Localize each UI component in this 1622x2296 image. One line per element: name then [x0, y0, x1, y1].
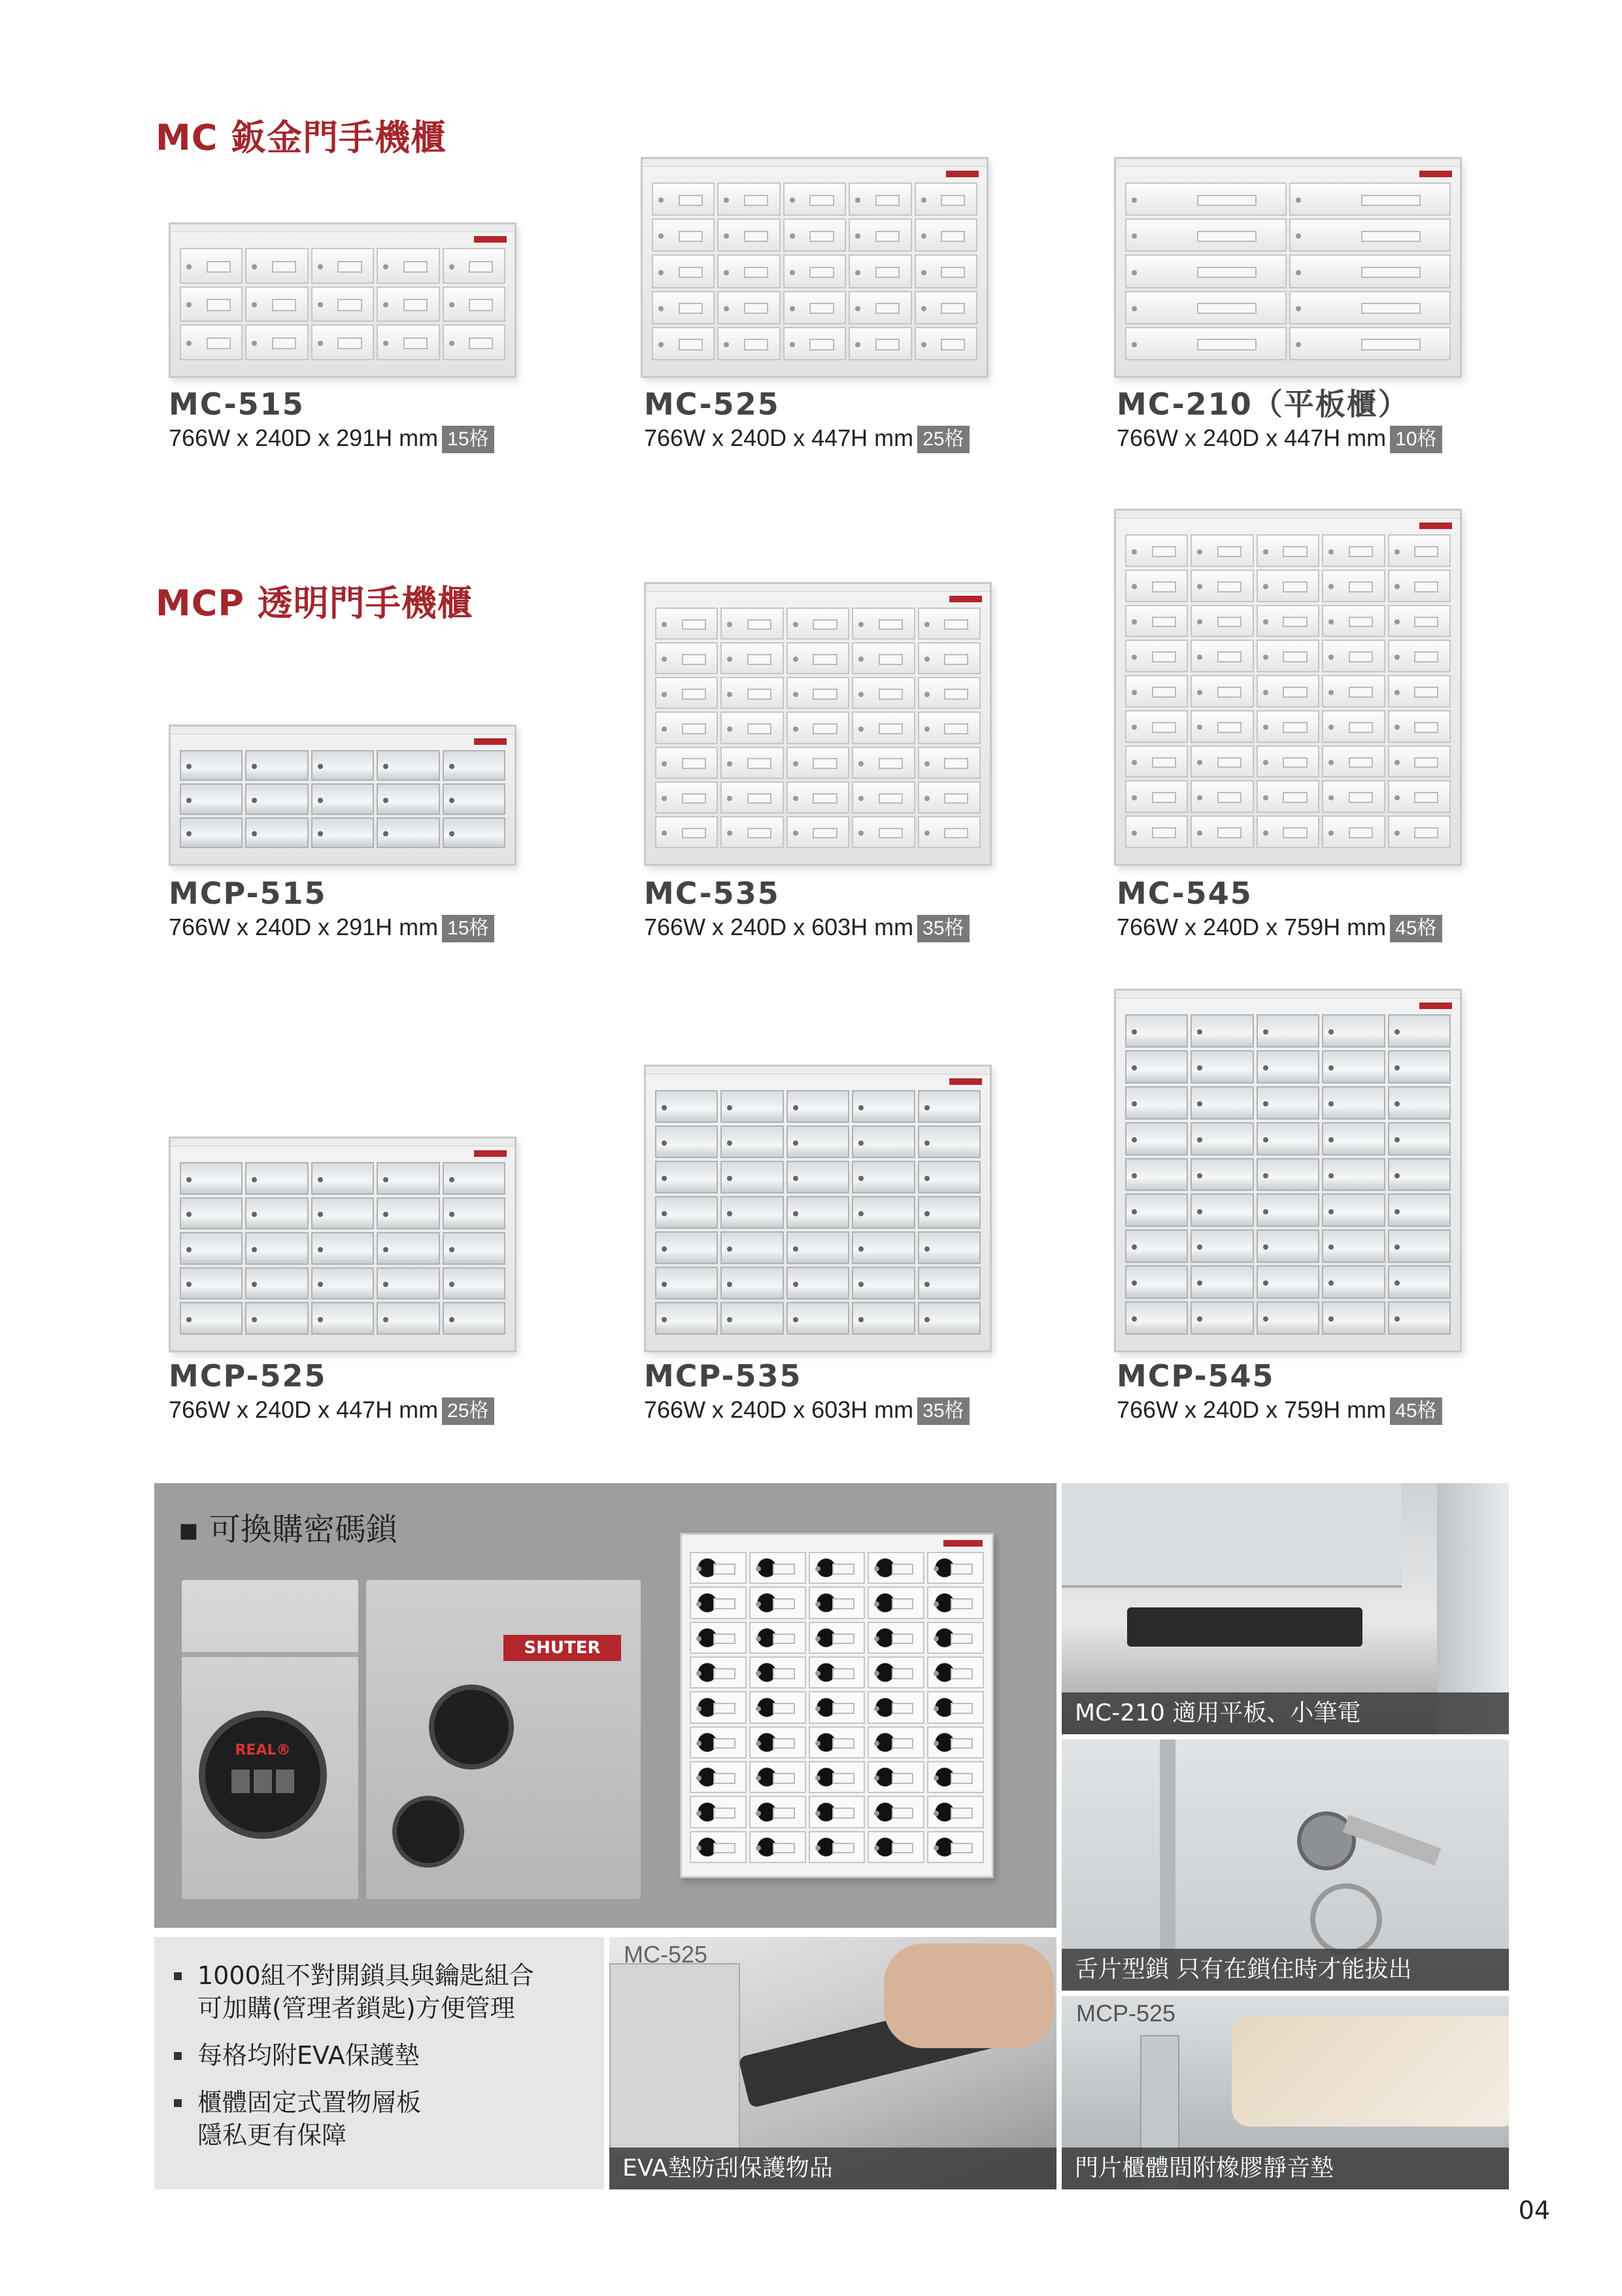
rubber-model-label: MCP-525: [1076, 2000, 1176, 2027]
compartment-badge: 25格: [442, 1397, 494, 1425]
product-name: MC-515: [169, 386, 305, 422]
bullet-item: 每格均附EVA保護墊: [169, 2039, 594, 2072]
bullet-item: 1000組不對開鎖具與鑰匙組合 可加購(管理者鎖匙)方便管理: [169, 1959, 594, 2025]
eva-caption: EVA墊防刮保護物品: [609, 2148, 1056, 2189]
combination-lock-icon: [199, 1711, 327, 1839]
product-mcp-515: [169, 875, 561, 943]
shuter-logo: [474, 738, 507, 745]
product-dimensions: 766W x 240D x 759H mm: [1117, 914, 1387, 940]
product-dimensions: 766W x 240D x 759H mm: [1117, 1396, 1387, 1423]
product-mcp-535: [644, 1358, 1036, 1426]
product-dimensions: 766W x 240D x 603H mm: [644, 914, 914, 940]
compartment-badge: 45格: [1390, 1397, 1442, 1425]
tablet-photo: [1062, 1483, 1509, 1734]
product-mc-515: [169, 386, 561, 454]
product-mcp-525: [169, 1358, 561, 1426]
cabinet-mc-525: [641, 157, 988, 378]
product-name: MC-525: [644, 386, 780, 422]
compartment-badge: 25格: [917, 426, 969, 453]
cabinet-mcp-515: [169, 725, 516, 866]
bullet-item: 櫃體固定式置物層板 隱私更有保障: [169, 2086, 594, 2151]
product-mcp-545: [1117, 1358, 1509, 1426]
shuter-logo: [474, 1150, 507, 1157]
product-dimensions: 766W x 240D x 447H mm: [169, 1396, 439, 1423]
compartment-badge: 35格: [917, 1397, 969, 1425]
combination-lock-panel: [154, 1483, 1056, 1928]
shuter-logo: [1419, 171, 1452, 177]
tablet-caption: MC-210 適用平板、小筆電: [1062, 1692, 1509, 1734]
product-name: MC-210（平板櫃）: [1117, 386, 1410, 422]
compartment-badge: 15格: [442, 915, 494, 942]
product-name: MC-535: [644, 876, 780, 911]
shuter-logo: [1419, 523, 1452, 529]
shuter-logo: [946, 171, 979, 177]
product-dimensions: 766W x 240D x 291H mm: [169, 424, 439, 451]
shuter-logo: [949, 596, 982, 602]
compartment-badge: 35格: [917, 915, 969, 942]
cabinet-mc-535: [644, 582, 992, 866]
product-mc-545: [1117, 875, 1509, 943]
product-name: MC-545: [1117, 876, 1253, 911]
cabinet-mcp-535: [644, 1065, 992, 1352]
shuter-logo: [1419, 1002, 1452, 1009]
cabinet-mcp-545: [1114, 989, 1462, 1352]
product-dimensions: 766W x 240D x 603H mm: [644, 1396, 914, 1423]
features-bullet-panel: [154, 1937, 604, 2189]
eva-pad-photo: [609, 1937, 1056, 2189]
shuter-logo: [949, 1078, 982, 1085]
lock-brand: REAL®: [235, 1742, 291, 1758]
eva-model-label: MC-525: [624, 1941, 708, 1968]
product-dimensions: 766W x 240D x 447H mm: [1117, 424, 1387, 451]
panel-heading: ▪ 可換購密碼鎖: [178, 1511, 397, 1548]
page-number: 04: [1518, 2196, 1550, 2225]
key-lock-caption: 舌片型鎖 只有在鎖住時才能拔出: [1062, 1949, 1509, 1991]
cabinet-mcp-525: [169, 1137, 516, 1352]
cabinet-mc-545: [1114, 509, 1462, 866]
mc-section-title: MC 鈑金門手機櫃: [156, 117, 447, 158]
product-mc-210: [1117, 386, 1509, 454]
open-door-lock-icon: [429, 1685, 514, 1770]
compartment-badge: 45格: [1390, 915, 1442, 942]
compartment-badge: 15格: [442, 426, 494, 453]
product-dimensions: 766W x 240D x 291H mm: [169, 914, 439, 940]
mcp-section-title: MCP 透明門手機櫃: [156, 583, 473, 624]
lock-side-photo: [366, 1580, 641, 1899]
combination-lock-cabinet: [680, 1533, 994, 1878]
rubber-caption: 門片櫃體間附橡膠靜音墊: [1062, 2148, 1509, 2189]
product-name: MCP-525: [169, 1358, 327, 1394]
key-lock-photo: [1062, 1739, 1509, 1991]
combination-lock-icon: [392, 1796, 464, 1868]
shuter-logo: [474, 236, 507, 243]
product-name: MCP-535: [644, 1358, 802, 1394]
product-name: MCP-515: [169, 876, 327, 911]
product-dimensions: 766W x 240D x 447H mm: [644, 424, 914, 451]
lock-closeup-photo: [182, 1580, 358, 1899]
cabinet-mc-210: [1114, 157, 1462, 378]
rubber-pad-photo: [1062, 1996, 1509, 2189]
product-mc-535: [644, 875, 1036, 943]
product-name: MCP-545: [1117, 1358, 1275, 1394]
product-mc-525: [644, 386, 1036, 454]
compartment-badge: 10格: [1390, 426, 1442, 453]
cabinet-mc-515: [169, 222, 516, 378]
shuter-logo: SHUTER: [503, 1635, 621, 1661]
